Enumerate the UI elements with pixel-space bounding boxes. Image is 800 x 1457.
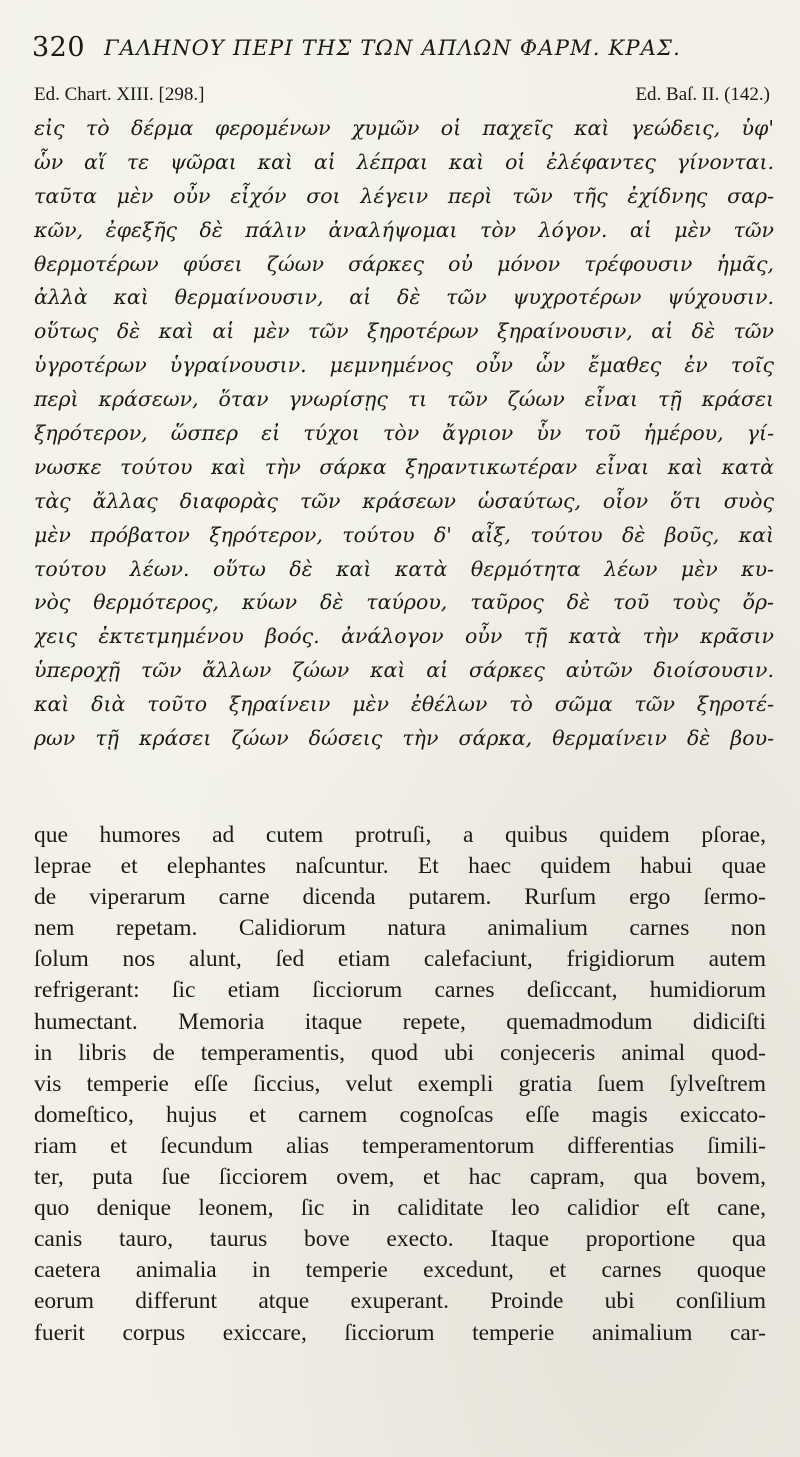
greek-text-block — [34, 112, 774, 756]
greek-text-line: ὑγροτέρων ὑγραίνουσιν. μεμνημένος οὖν ὧν ἔμαθες ἐν τοῖς — [34, 353, 774, 378]
edition-reference-right: Ed. Baſ. II. (142.) — [635, 84, 770, 105]
latin-text-line: leprae et elephantes naſcuntur. Et haec quidem habui quae — [34, 853, 766, 880]
greek-text-line: μὲν πρόβατον ξηρότερον, τούτου δ' αἶξ, τούτου δὲ βοῦς, καὶ — [34, 522, 774, 547]
greek-text-line: οὕτως δὲ καὶ αἱ μὲν τῶν ξηροτέρων ξηραίνουσιν, αἱ δὲ τῶν — [34, 319, 774, 344]
greek-text-line: εἰς τὸ δέρμα φερομένων χυμῶν οἱ παχεῖς καὶ γεώδεις, ὑφ' — [34, 116, 774, 140]
greek-text-line: χεις ἐκτετμημένου βοός. ἀνάλογον οὖν τῇ κατὰ τὴν κρᾶσιν — [34, 624, 774, 649]
latin-text-block — [34, 820, 766, 1349]
latin-text-line: ter, puta ſue ſicciorem ovem, et hac capram, qua bovem, — [34, 1164, 766, 1191]
latin-text-line: canis tauro, taurus bove execto. Itaque proportione qua — [34, 1226, 766, 1253]
greek-text-line: νὸς θερμότερος, κύων δὲ ταύρου, ταῦρος δὲ τοῦ τοὺς ὄρ- — [34, 590, 774, 615]
running-title: ΓΑΛΗΝΟΥ ΠΕΡΙ ΤΗΣ ΤΩΝ ΑΠΛΩΝ ΦΑΡΜ. ΚΡΑΣ. — [104, 36, 681, 60]
running-head — [32, 30, 772, 70]
greek-text-line: ξηρότερον, ὥσπερ εἰ τύχοι τὸν ἄγριον ὗν τοῦ ἡμέρου, γί- — [34, 421, 774, 446]
latin-text-line: caetera animalia in temperie excedunt, et carnes quoque — [34, 1257, 766, 1284]
greek-text-line: περὶ κράσεων, ὅταν γνωρίσῃς τι τῶν ζώων εἶναι τῇ κράσει — [34, 387, 774, 412]
greek-text-line: νωσκε τούτου καὶ τὴν σάρκα ξηραντικωτέραν εἶναι καὶ κατὰ — [34, 454, 774, 479]
latin-text-line: eorum differunt atque exuperant. Proinde ubi conſilium — [34, 1288, 766, 1315]
latin-text-line: de viperarum carne dicenda putarem. Rurſum ergo ſermo- — [34, 884, 766, 911]
latin-text-line: nem repetam. Calidiorum natura animalium carnes non — [34, 915, 766, 942]
latin-text-line: riam et ſecundum alias temperamentorum differentias ſimili- — [34, 1132, 766, 1159]
greek-text-line: τὰς ἄλλας διαφορὰς τῶν κράσεων ὡσαύτως, οἷον ὅτι συὸς — [34, 488, 774, 513]
edition-reference-line — [34, 84, 770, 110]
greek-text-line: τούτου λέων. οὕτω δὲ καὶ κατὰ θερμότητα λέων μὲν κυ- — [34, 556, 774, 581]
latin-text-line: quo denique leonem, ſic in caliditate leo calidior eſt cane, — [34, 1195, 766, 1222]
page-number: 320 — [32, 32, 86, 63]
greek-text-line: ὑπεροχῇ τῶν ἄλλων ζώων καὶ αἱ σάρκες αὐτῶν διοίσουσιν. — [34, 658, 774, 683]
latin-text-line: fuerit corpus exiccare, ſicciorum temperie animalium car- — [34, 1319, 766, 1346]
latin-text-line: vis temperie eſſe ſiccius, velut exempli gratia ſuem ſylveſtrem — [34, 1070, 766, 1097]
latin-text-line: domeſtico, hujus et carnem cognoſcas eſſe magis exiccato- — [34, 1101, 766, 1128]
greek-text-line: κῶν, ἐφεξῆς δὲ πάλιν ἀναλήψομαι τὸν λόγον. αἱ μὲν τῶν — [34, 217, 774, 242]
greek-text-line: ρων τῇ κράσει ζώων δώσεις τὴν σάρκα, θερμαίνειν δὲ βου- — [34, 726, 774, 751]
latin-text-line: humectant. Memoria itaque repete, quemadmodum didiciſti — [34, 1008, 766, 1035]
greek-text-line: καὶ διὰ τοῦτο ξηραίνειν μὲν ἐθέλων τὸ σῶμα τῶν ξηροτέ- — [34, 692, 774, 717]
edition-reference-left: Ed. Chart. XIII. [298.] — [34, 84, 205, 105]
latin-text-line: ſolum nos alunt, ſed etiam calefaciunt, frigidiorum autem — [34, 946, 766, 973]
greek-text-line: ταῦτα μὲν οὖν εἶχόν σοι λέγειν περὶ τῶν τῆς ἐχίδνης σαρ- — [34, 183, 774, 208]
greek-text-line: θερμοτέρων φύσει ζώων σάρκες οὐ μόνον τρέφουσιν ἡμᾶς, — [34, 251, 774, 276]
latin-text-line: refrigerant: ſic etiam ſicciorum carnes deſiccant, humidiorum — [34, 977, 766, 1004]
latin-text-line: que humores ad cutem protruſi, a quibus quidem pſorae, — [34, 822, 766, 848]
greek-text-line: ὧν αἵ τε ψῶραι καὶ αἱ λέπραι καὶ οἱ ἐλέφαντες γίνονται. — [34, 149, 774, 174]
greek-text-line: ἀλλὰ καὶ θερμαίνουσιν, αἱ δὲ τῶν ψυχροτέρων ψύχουσιν. — [34, 285, 774, 310]
latin-text-line: in libris de temperamentis, quod ubi conjeceris animal quod- — [34, 1039, 766, 1066]
